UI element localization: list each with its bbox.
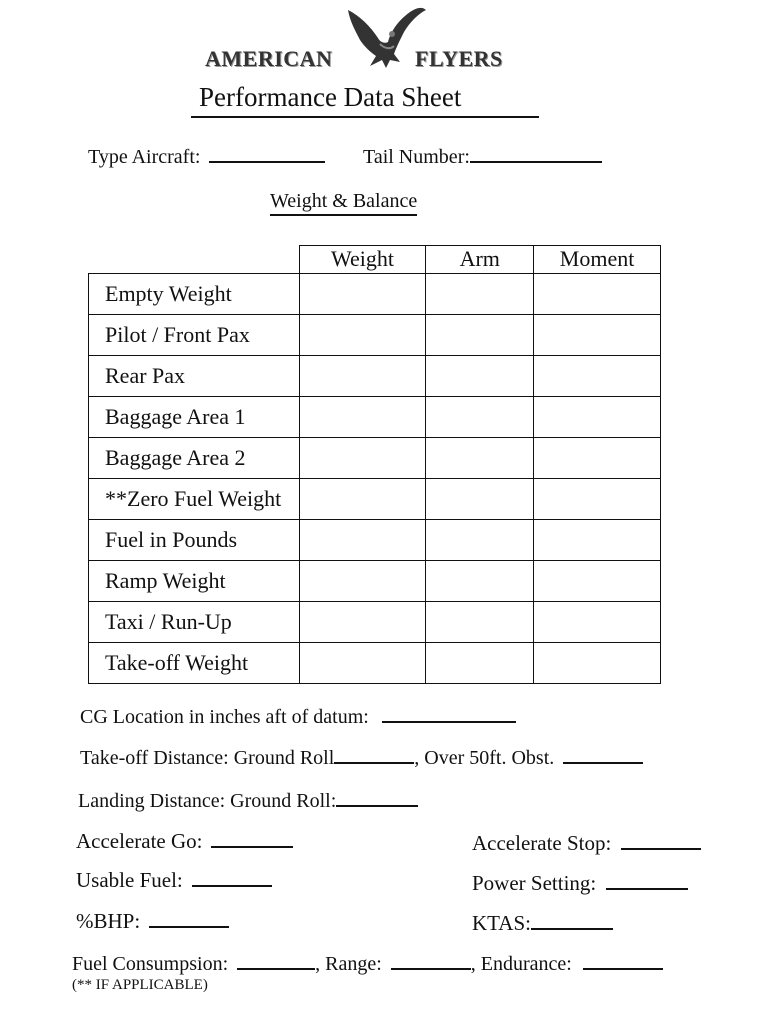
moment-cell[interactable]: [534, 356, 661, 397]
table-row: [89, 520, 661, 561]
range-label: , Range:: [315, 953, 382, 975]
arm-cell[interactable]: [426, 561, 534, 602]
arm-cell[interactable]: [426, 397, 534, 438]
weight-cell[interactable]: [299, 315, 426, 356]
row-label: Rear Pax: [89, 356, 300, 397]
tail-number-blank[interactable]: [470, 145, 602, 163]
bhp-label: %BHP:: [76, 909, 141, 933]
type-aircraft-label: Type Aircraft:: [88, 146, 201, 168]
moment-cell[interactable]: [534, 643, 661, 684]
column-header: Moment: [534, 246, 661, 274]
arm-cell[interactable]: [426, 479, 534, 520]
weight-cell[interactable]: [299, 397, 426, 438]
title-underline: [191, 116, 539, 118]
usable-fuel-label: Usable Fuel:: [76, 868, 183, 892]
arm-cell[interactable]: [426, 602, 534, 643]
section-title: Weight & Balance: [270, 190, 417, 216]
landing-ground-roll-blank[interactable]: [336, 789, 418, 807]
usable-fuel-blank[interactable]: [192, 869, 272, 887]
landing-distance-field: [78, 789, 418, 813]
bhp-field: [76, 909, 229, 934]
table-row: [89, 356, 661, 397]
table-row: [89, 561, 661, 602]
tail-number-label: Tail Number:: [363, 146, 470, 168]
takeoff-over-obst-blank[interactable]: [563, 746, 643, 764]
table-row: [89, 479, 661, 520]
moment-cell[interactable]: [534, 479, 661, 520]
weight-cell[interactable]: [299, 643, 426, 684]
accelerate-go-label: Accelerate Go:: [76, 829, 203, 853]
page-title: Performance Data Sheet: [199, 82, 462, 112]
row-label: **Zero Fuel Weight: [89, 479, 300, 520]
row-label: Take-off Weight: [89, 643, 300, 684]
moment-cell[interactable]: [534, 602, 661, 643]
row-label: Pilot / Front Pax: [89, 315, 300, 356]
arm-cell[interactable]: [426, 274, 534, 315]
accelerate-stop-blank[interactable]: [621, 832, 701, 850]
arm-cell[interactable]: [426, 315, 534, 356]
takeoff-distance-field: [80, 746, 643, 770]
tail-number-field: [363, 145, 602, 169]
cg-location-blank[interactable]: [382, 705, 516, 723]
column-header: Weight: [299, 246, 426, 274]
ktas-label: KTAS:: [472, 911, 531, 935]
type-aircraft-field: [88, 145, 325, 169]
weight-balance-table: [88, 245, 661, 684]
moment-cell[interactable]: [534, 561, 661, 602]
bhp-blank[interactable]: [149, 910, 229, 928]
ktas-field: [472, 911, 613, 936]
weight-cell[interactable]: [299, 438, 426, 479]
range-blank[interactable]: [391, 952, 471, 970]
takeoff-ground-roll-blank[interactable]: [334, 746, 414, 764]
takeoff-ground-roll-label: Take-off Distance: Ground Roll: [80, 747, 335, 769]
footnote: (** IF APPLICABLE): [72, 977, 208, 993]
fuel-consumption-blank[interactable]: [237, 952, 315, 970]
brand-right: FLYERS: [415, 46, 503, 71]
column-header: Arm: [426, 246, 534, 274]
fuel-consumption-field: [72, 952, 663, 976]
table-row: [89, 315, 661, 356]
arm-cell[interactable]: [426, 643, 534, 684]
moment-cell[interactable]: [534, 438, 661, 479]
row-label: Baggage Area 1: [89, 397, 300, 438]
brand-left: AMERICAN: [205, 46, 333, 71]
row-label: Baggage Area 2: [89, 438, 300, 479]
weight-cell[interactable]: [299, 520, 426, 561]
power-setting-field: [472, 871, 688, 896]
row-label: Fuel in Pounds: [89, 520, 300, 561]
table-corner: [89, 246, 300, 274]
weight-cell[interactable]: [299, 356, 426, 397]
accelerate-stop-field: [472, 831, 701, 856]
takeoff-over-obst-label: , Over 50ft. Obst.: [414, 747, 555, 769]
type-aircraft-blank[interactable]: [209, 145, 325, 163]
ktas-blank[interactable]: [531, 912, 613, 930]
power-setting-blank[interactable]: [606, 872, 688, 890]
table-row: [89, 274, 661, 315]
arm-cell[interactable]: [426, 356, 534, 397]
arm-cell[interactable]: [426, 438, 534, 479]
endurance-label: , Endurance:: [470, 953, 572, 975]
table-row: [89, 438, 661, 479]
power-setting-label: Power Setting:: [472, 871, 597, 895]
accelerate-go-field: [76, 829, 293, 854]
weight-cell[interactable]: [299, 561, 426, 602]
arm-cell[interactable]: [426, 520, 534, 561]
row-label: Empty Weight: [89, 274, 300, 315]
cg-location-field: [80, 705, 516, 729]
moment-cell[interactable]: [534, 274, 661, 315]
accelerate-go-blank[interactable]: [211, 830, 293, 848]
accelerate-stop-label: Accelerate Stop:: [472, 831, 612, 855]
weight-cell[interactable]: [299, 479, 426, 520]
moment-cell[interactable]: [534, 397, 661, 438]
row-label: Taxi / Run-Up: [89, 602, 300, 643]
table-row: [89, 602, 661, 643]
table-row: [89, 643, 661, 684]
moment-cell[interactable]: [534, 520, 661, 561]
table-row: [89, 397, 661, 438]
row-label: Ramp Weight: [89, 561, 300, 602]
usable-fuel-field: [76, 868, 272, 893]
weight-cell[interactable]: [299, 274, 426, 315]
landing-ground-roll-label: Landing Distance: Ground Roll:: [78, 790, 337, 812]
weight-cell[interactable]: [299, 602, 426, 643]
endurance-blank[interactable]: [583, 952, 663, 970]
fuel-consumption-label: Fuel Consumpsion:: [72, 953, 229, 975]
moment-cell[interactable]: [534, 315, 661, 356]
cg-location-label: CG Location in inches aft of datum:: [80, 706, 369, 728]
